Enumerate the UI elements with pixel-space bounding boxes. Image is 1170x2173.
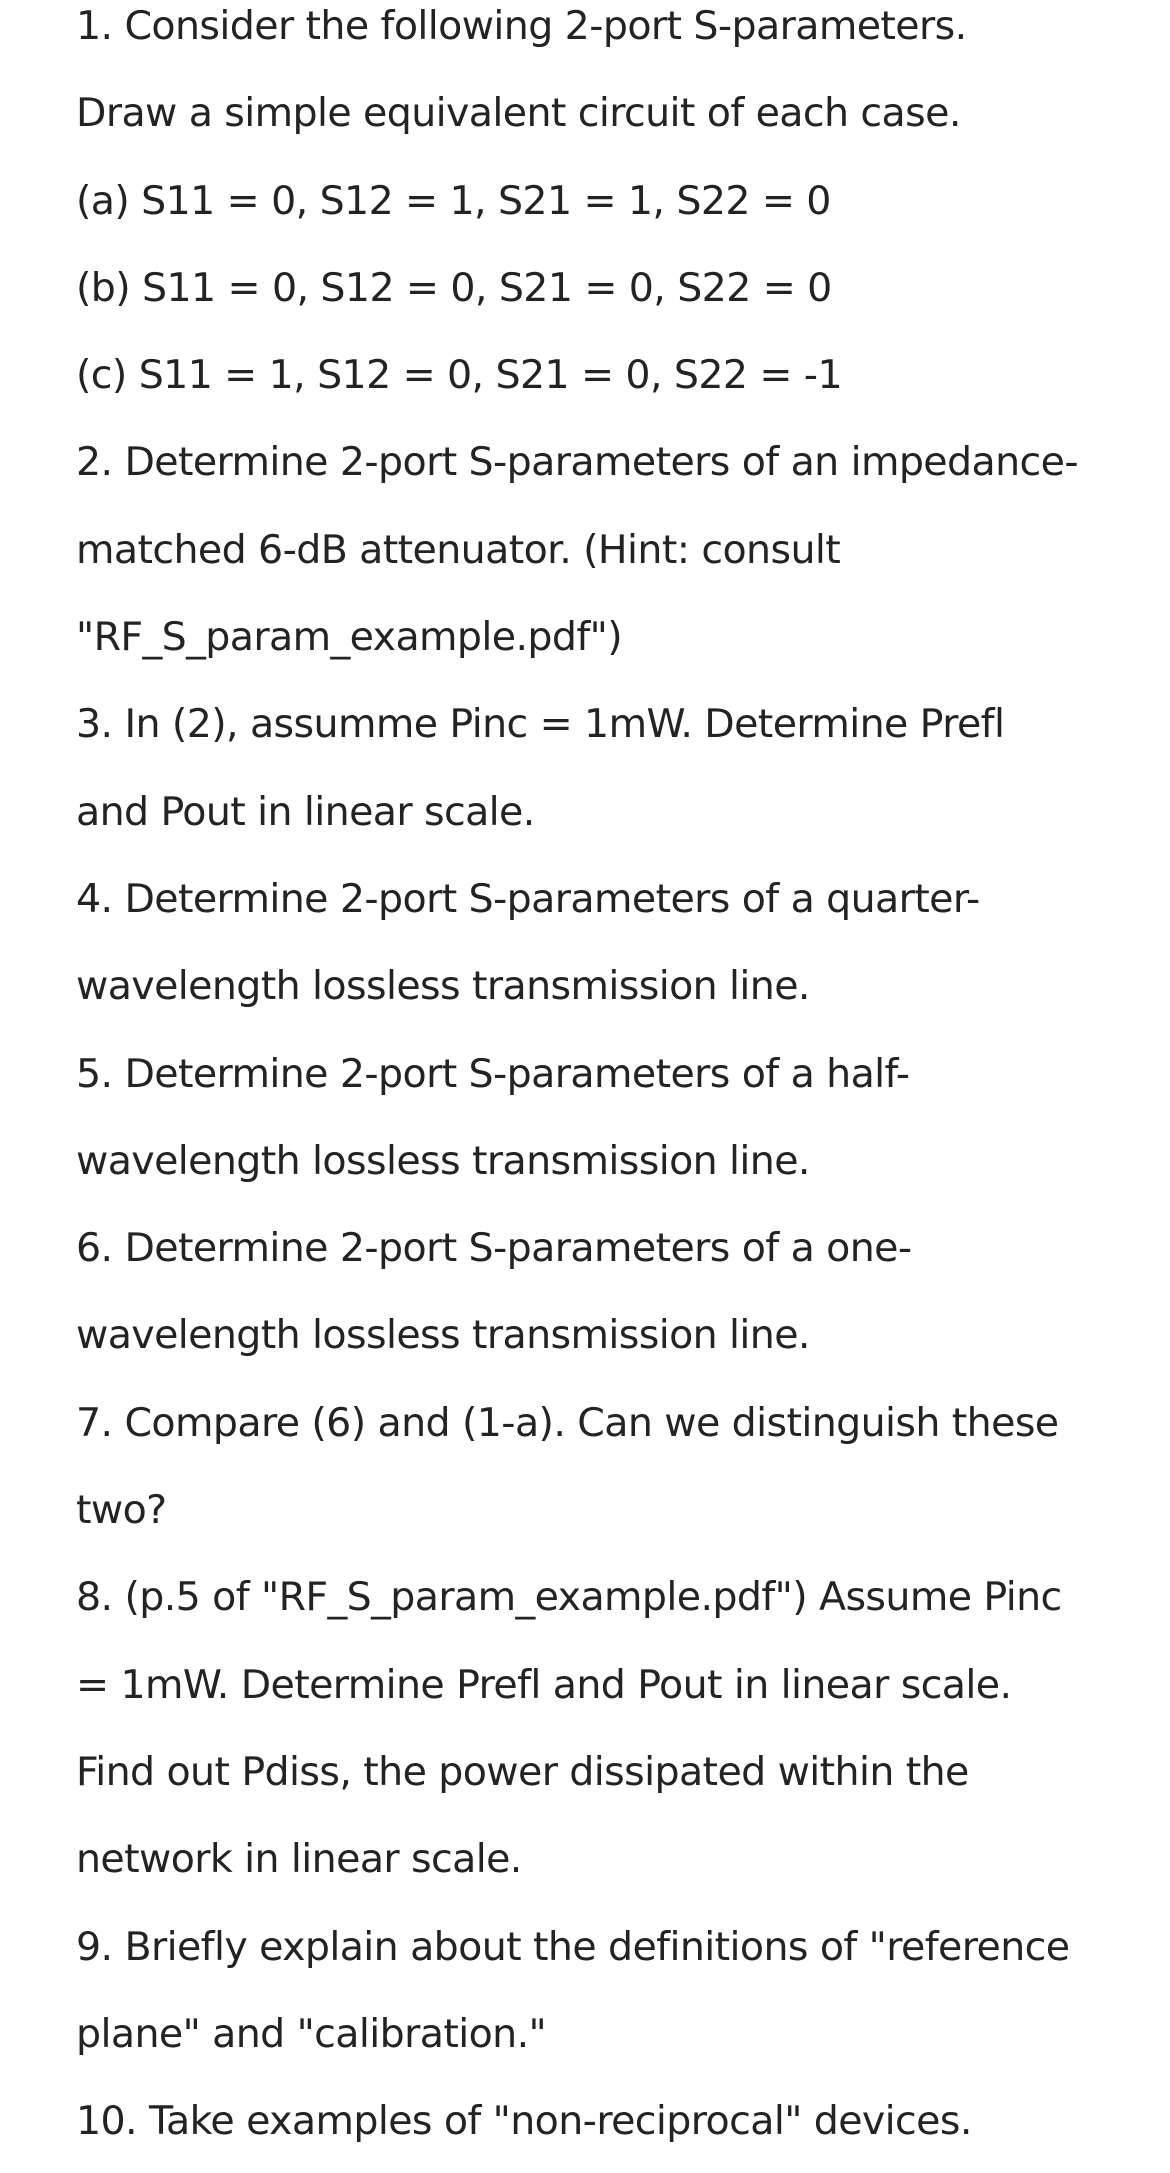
q8-line-4: network in linear scale. xyxy=(76,1836,522,1883)
q1-line-2: Draw a simple equivalent circuit of each case. xyxy=(76,90,961,137)
q8-line-2: = 1mW. Determine Prefl and Pout in linear scale. xyxy=(76,1661,1012,1708)
q9-line-2: plane" and "calibration." xyxy=(76,2010,547,2057)
q2-line-2: matched 6-dB attenuator. (Hint: consult xyxy=(76,526,841,573)
q6-line-1: 6. Determine 2-port S-parameters of a one- xyxy=(76,1225,912,1272)
q5-line-1: 5. Determine 2-port S-parameters of a half- xyxy=(76,1050,910,1097)
q4-line-1: 4. Determine 2-port S-parameters of a quarter- xyxy=(76,875,980,922)
problem-list xyxy=(76,0,1116,2165)
q10-line-1: 10. Take examples of "non-reciprocal" devices. xyxy=(76,2098,972,2145)
q3-line-2: and Pout in linear scale. xyxy=(76,788,535,835)
q8-line-1: 8. (p.5 of "RF_S_param_example.pdf") Assume Pinc xyxy=(76,1574,1062,1621)
q4-line-2: wavelength lossless transmission line. xyxy=(76,963,810,1010)
q1-case-b: (b) S11 = 0, S12 = 0, S21 = 0, S22 = 0 xyxy=(76,264,832,311)
q9-line-1: 9. Briefly explain about the definitions of "reference xyxy=(76,1923,1070,1970)
q6-line-2: wavelength lossless transmission line. xyxy=(76,1312,810,1359)
q7-line-1: 7. Compare (6) and (1-a). Can we distinguish these xyxy=(76,1399,1059,1446)
q1-line-1: 1. Consider the following 2-port S-parameters. xyxy=(76,3,967,49)
q8-line-3: Find out Pdiss, the power dissipated within the xyxy=(76,1748,969,1795)
q1-case-a: (a) S11 = 0, S12 = 1, S21 = 1, S22 = 0 xyxy=(76,177,831,224)
q7-line-2: two? xyxy=(76,1487,167,1534)
q2-line-1: 2. Determine 2-port S-parameters of an impedance- xyxy=(76,439,1078,486)
q5-line-2: wavelength lossless transmission line. xyxy=(76,1137,810,1184)
q1-case-c: (c) S11 = 1, S12 = 0, S21 = 0, S22 = -1 xyxy=(76,352,842,399)
q3-line-1: 3. In (2), assumme Pinc = 1mW. Determine Prefl xyxy=(76,701,1005,748)
q2-line-3: "RF_S_param_example.pdf") xyxy=(76,614,623,661)
